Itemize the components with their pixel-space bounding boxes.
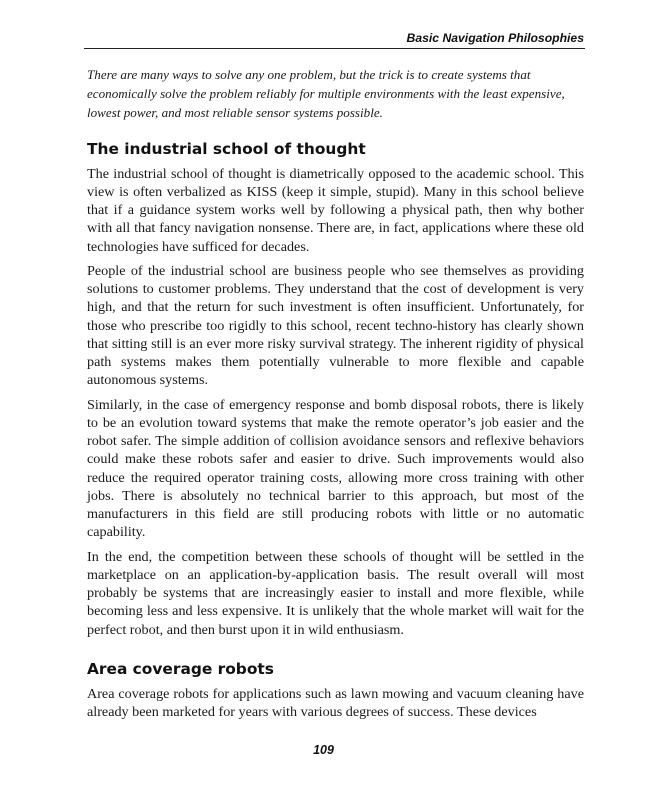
running-title: Basic Navigation Philosophies (406, 31, 584, 45)
section-heading-industrial-school: The industrial school of thought (87, 139, 366, 158)
body-paragraph: In the end, the competition between these schools of thought will be settled in the marketplace on an application-by-application basis. The result overall will most probably be systems that are increasingly easier to install and more flexible, while becoming less and less expensive. It is unlikely that the whole market will wait for the perfect robot, and then burst upon it in wild enthusiasm. (87, 548, 584, 638)
body-paragraph: People of the industrial school are business people who see themselves as providing solutions to customer problems. They understand that the cost of development is very high, and that the return for such investment is often insufficient. Unfortunately, for those who prescribe too rigidly to this school, recent techno-history has clearly shown that sitting still is an ever more risky survival strategy. The inherent rigidity of physical path systems makes them potentially vulnerable to more flexible and capable autonomous systems. (87, 262, 584, 389)
body-paragraph: The industrial school of thought is diametrically opposed to the academic school. This view is often verbalized as KISS (keep it simple, stupid). Many in this school believe that if a guidance system works well by following a physical path, then why bother with all that fancy navigation nonsense. There are, in fact, applications where these old technologies have sufficed for decades. (87, 165, 584, 255)
body-paragraph: Area coverage robots for applications such as lawn mowing and vacuum cleaning have already been marketed for years with various degrees of success. These devices (87, 685, 584, 721)
running-header (84, 31, 585, 49)
page-body (87, 65, 584, 727)
section-heading-area-coverage: Area coverage robots (87, 659, 274, 678)
page-number: 109 (313, 743, 334, 757)
body-paragraph: Similarly, in the case of emergency response and bomb disposal robots, there is likely to be an evolution toward systems that make the remote operator’s job easier and the robot safer. The simple addition of collision avoidance sensors and reflexive behaviors could make these robots safer and easier to drive. Such improvements would also reduce the required operator training costs, allowing more cross training with other jobs. There is absolutely no technical barrier to this approach, but most of the manufacturers in this field are still producing robots with little or no automatic capability. (87, 396, 584, 541)
intro-paragraph: There are many ways to solve any one problem, but the trick is to create systems that economically solve the problem reliably for multiple environments with the least expensive, lowest power, and most reliable sensor systems possible. (87, 67, 565, 121)
